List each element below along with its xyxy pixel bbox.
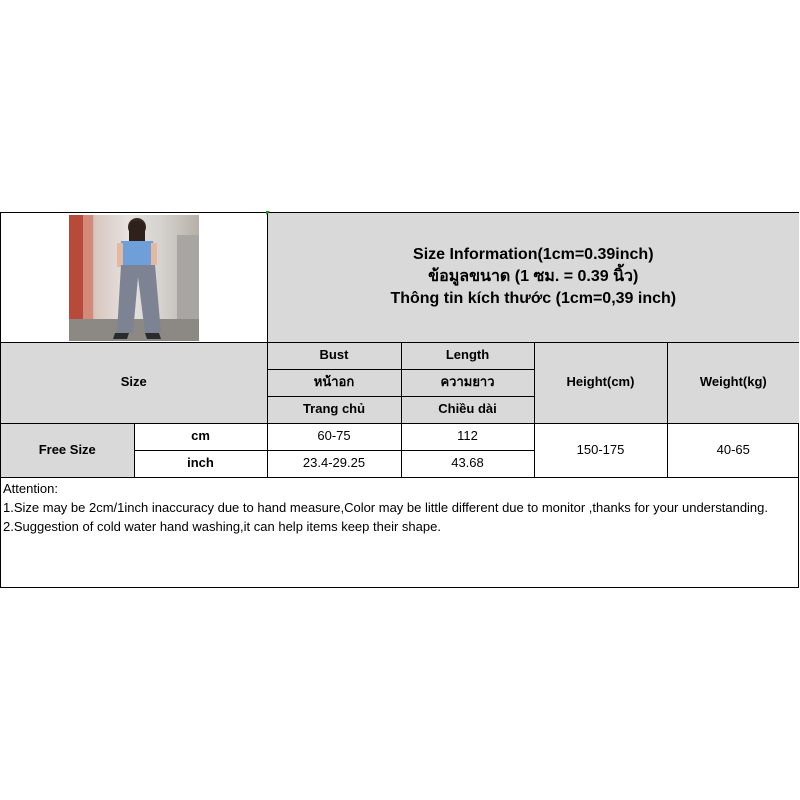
length-cm-value: 112 <box>401 423 534 450</box>
product-photo-cell <box>1 213 267 342</box>
bust-header-th: หน้าอก <box>267 369 401 396</box>
attention-note-2: 2.Suggestion of cold water hand washing,it can help items keep their shape. <box>3 519 441 534</box>
bust-cm-value: 60-75 <box>267 423 401 450</box>
height-header: Height(cm) <box>534 342 667 423</box>
attention-note-1: 1.Size may be 2cm/1inch inaccuracy due to hand measure,Color may be little different due to monitor ,thanks for your understanding. <box>3 500 769 515</box>
length-inch-value: 43.68 <box>401 450 534 477</box>
height-value: 150-175 <box>534 423 667 477</box>
bust-header-en: Bust <box>267 342 401 369</box>
length-header-th: ความยาว <box>401 369 534 396</box>
model-illustration <box>69 215 199 341</box>
table-row <box>1 423 799 450</box>
size-info-title-th: ข้อมูลขนาด (1 ซม. = 0.39 นิ้ว) <box>428 268 639 286</box>
size-info-title-en: Size Information(1cm=0.39inch) <box>413 246 654 264</box>
length-header-vi: Chiều dài <box>401 396 534 423</box>
length-header-en: Length <box>401 342 534 369</box>
size-label: Size <box>1 342 267 423</box>
attention-notes <box>3 479 793 536</box>
product-photo <box>69 215 199 341</box>
weight-value: 40-65 <box>667 423 799 477</box>
size-table <box>1 213 799 478</box>
free-size-label: Free Size <box>1 423 134 477</box>
bust-inch-value: 23.4-29.25 <box>267 450 401 477</box>
size-info-title-vi: Thông tin kích thước (1cm=0,39 inch) <box>390 290 677 308</box>
bust-header-vi: Trang chủ <box>267 396 401 423</box>
cell-comment-marker <box>266 211 270 215</box>
unit-cm: cm <box>134 423 267 450</box>
size-info-header <box>267 213 799 342</box>
attention-title: Attention: <box>3 481 58 496</box>
size-chart <box>0 212 799 588</box>
unit-inch: inch <box>134 450 267 477</box>
weight-header: Weight(kg) <box>667 342 799 423</box>
